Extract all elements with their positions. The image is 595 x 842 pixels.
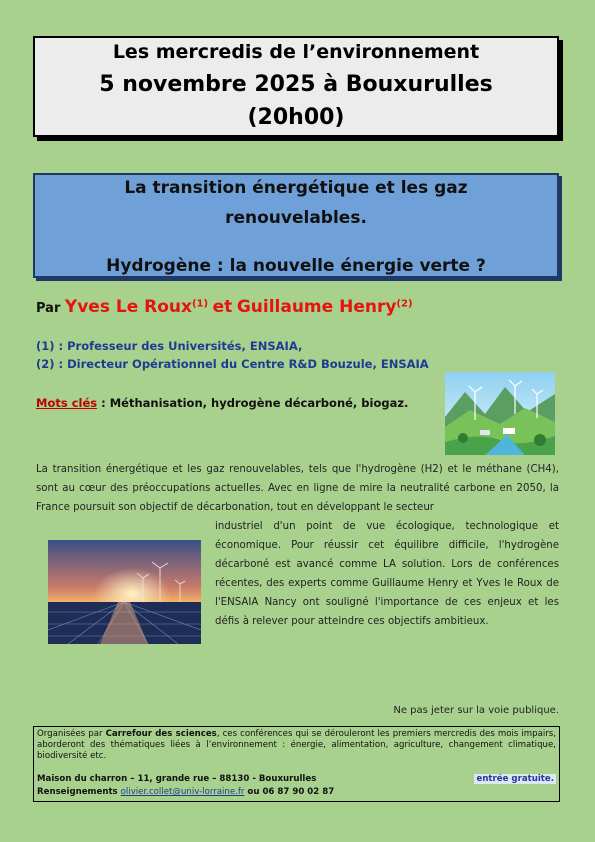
speaker-2-ref: (2) (396, 298, 413, 310)
description-paragraph-wrap: industriel d'un point de vue écologique, technologique et économique. Pour réussir cet équilibre difficile, l'hydrogène décarboné est avancé comme LA solution. Lors de conférences récentes, des experts comme Guillaume Henry et Yves le Roux de l'ENSAIA Nancy ont souligné l'importance de ces enjeux et les défis à relever pour atteindre ces objectifs ambitieux. (215, 521, 559, 627)
speakers-connector: et (212, 297, 233, 317)
speaker-1-ref: (1) (191, 298, 209, 310)
venue-address: Maison du charron – 11, grande rue – 88130 - Bouxurulles (37, 774, 317, 784)
affiliation-1: (1) : Professeur des Universités, ENSAIA, (36, 339, 303, 353)
contact-email-link[interactable]: olivier.collet@univ-lorraine.fr (120, 787, 245, 797)
speakers-prefix: Par (36, 301, 61, 316)
free-entry-badge: entrée gratuite. (476, 774, 554, 784)
event-date-place: 5 novembre 2025 à Bouxurulles (99, 72, 493, 97)
event-header (33, 36, 559, 137)
footer-intro-prefix: Organisées par (37, 729, 106, 739)
speaker-1-name: Yves Le Roux (64, 297, 192, 317)
keywords-label: Mots clés (36, 396, 98, 410)
talk-title-box (33, 173, 559, 278)
green-landscape-image (445, 372, 555, 455)
contact-phone: ou 06 87 90 02 87 (244, 787, 335, 797)
contact-line (37, 787, 334, 797)
speaker-2-name: Guillaume Henry (236, 297, 397, 317)
keywords-line (36, 396, 408, 410)
footer-info-box (33, 726, 560, 802)
talk-subtitle: Hydrogène : la nouvelle énergie verte ? (106, 256, 486, 276)
footer-intro-rest: , ces conférences qui se dérouleront les premiers mercredis des mois impairs, aborderont des thématiques liées à l’environnement : énergie, alimentation, agriculture, changement climatique, biodiversité etc. (37, 729, 556, 761)
contact-label: Renseignements (37, 787, 121, 797)
speakers-line (36, 297, 413, 317)
talk-title-line2: renouvelables. (225, 208, 367, 228)
footer-intro (37, 729, 556, 762)
organizer-name: Carrefour des sciences (105, 729, 217, 739)
series-title: Les mercredis de l’environnement (112, 41, 480, 63)
talk-title-line1: La transition énergétique et les gaz (124, 178, 468, 198)
event-time: (20h00) (247, 105, 345, 130)
keywords-value: : Méthanisation, hydrogène décarboné, biogaz. (97, 396, 409, 410)
affiliation-2: (2) : Directeur Opérationnel du Centre R&D Bouzule, ENSAIA (36, 357, 429, 371)
do-not-litter-notice: Ne pas jeter sur la voie publique. (393, 705, 559, 716)
description-paragraph: La transition énergétique et les gaz renouvelables, tels que l'hydrogène (H2) et le méthane (CH4), sont au cœur des préoccupations actuelles. Avec en ligne de mire la neutralité carbone en 2050, la France poursuit son objectif de décarbonation, tout en développant le secteur (36, 464, 559, 513)
solar-panels-image (48, 540, 201, 644)
